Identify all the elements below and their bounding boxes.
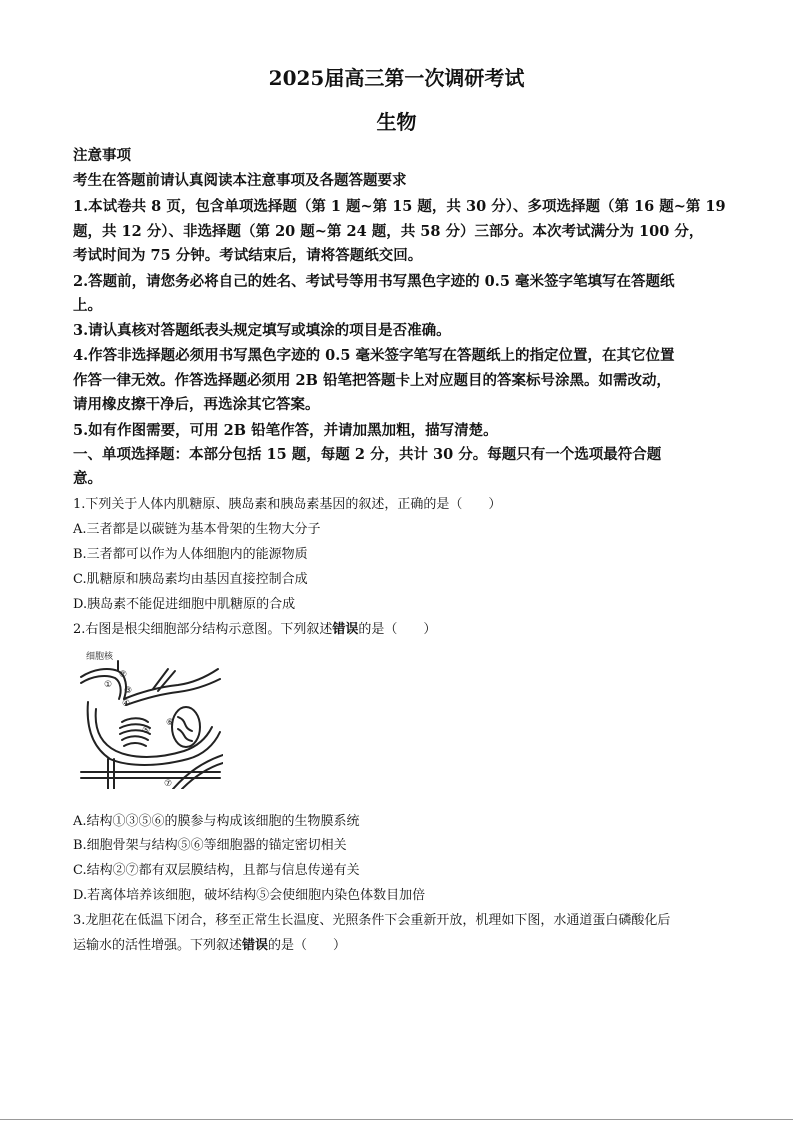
exam-title: 2025届高三第一次调研考试 (268, 66, 525, 90)
q2-stem-emphasis: 错误 (332, 622, 359, 637)
figure-marker-3: ③ (124, 686, 133, 696)
q1-option-b: B.三者都可以作为人体细胞内的能源物质 (73, 547, 308, 562)
q1-option-d: D.胰岛素不能促进细胞中肌糖原的合成 (73, 597, 296, 612)
notice-item4-line1: 4.作答非选择题必须用书写黑色字迹的 0.5 毫米签字笔写在答题纸上的指定位置，在其它位置 (73, 347, 675, 364)
notice-item1-line3: 考试时间为 75 分钟。考试结束后，请将答题纸交回。 (73, 247, 423, 264)
notice-heading: 注意事项 (73, 147, 131, 164)
q3-stem-emphasis: 错误 (242, 938, 269, 953)
notice-item5: 5.如有作图需要，可用 2B 铅笔作答，并请加黑加粗，描写清楚。 (73, 422, 498, 439)
figure-label-nucleus: 细胞核 (86, 652, 114, 662)
q1-option-c: C.肌糖原和胰岛素均由基因直接控制合成 (73, 572, 308, 587)
subject-title: 生物 (376, 110, 417, 134)
notice-item2-line2: 上。 (73, 297, 102, 314)
q1-stem: 1.下列关于人体内肌糖原、胰岛素和胰岛素基因的叙述，正确的是（ ） (73, 497, 502, 512)
q2-option-b: B.细胞骨架与结构⑤⑥等细胞器的锚定密切相关 (73, 838, 347, 853)
figure-marker-5: ⑤ (142, 726, 151, 736)
figure-marker-6: ⑥ (166, 718, 175, 728)
notice-intro: 考生在答题前请认真阅读本注意事项及各题答题要求 (73, 172, 407, 189)
figure-marker-4: ④ (122, 699, 131, 709)
notice-item4-line2: 作答一律无效。作答选择题必须用 2B 铅笔把答题卡上对应题目的答案标号涂黑。如需改动， (73, 372, 671, 389)
figure-marker-2: ② (119, 670, 128, 680)
section1-heading-line2: 意。 (73, 470, 102, 487)
notice-item4-line3: 请用橡皮擦干净后，再选涂其它答案。 (73, 396, 320, 413)
figure-marker-1: ① (104, 680, 113, 690)
page-bottom-rule (0, 1119, 793, 1120)
notice-item1-line1: 1.本试卷共 8 页，包含单项选择题（第 1 题~第 15 题，共 30 分）、多项选择题（第 16 题~第 19 (73, 198, 726, 215)
section1-heading-line1: 一、单项选择题：本部分包括 15 题，每题 2 分，共计 30 分。每题只有一个选项最符合题 (73, 446, 662, 463)
root-cell-structure-figure (78, 647, 223, 789)
notice-item2-line1: 2.答题前，请您务必将自己的姓名、考试号等用书写黑色字迹的 0.5 毫米签字笔填写在答题纸 (73, 273, 675, 290)
q2-option-a: A.结构①③⑤⑥的膜参与构成该细胞的生物膜系统 (73, 814, 360, 829)
q3-stem-line1: 3.龙胆花在低温下闭合，移至正常生长温度、光照条件下会重新开放，机理如下图，水通道蛋白磷酸化后 (73, 913, 671, 928)
q1-option-a: A.三者都是以碳链为基本骨架的生物大分子 (73, 522, 321, 537)
q2-option-d: D.若离体培养该细胞，破坏结构⑤会使细胞内染色体数目加倍 (73, 888, 426, 903)
q3-stem-line2: 运输水的活性增强。下列叙述错误的是（ ） (73, 938, 347, 953)
notice-item3: 3.请认真核对答题纸表头规定填写或填涂的项目是否准确。 (73, 322, 451, 339)
q2-option-c: C.结构②⑦都有双层膜结构，且都与信息传递有关 (73, 863, 360, 878)
figure-marker-7: ⑦ (164, 779, 173, 789)
q2-stem: 2.右图是根尖细胞部分结构示意图。下列叙述错误的是（ ） (73, 622, 437, 637)
notice-item1-line2: 题，共 12 分）、非选择题（第 20 题~第 24 题，共 58 分）三部分。本次考试满分为 100 分， (73, 223, 704, 240)
